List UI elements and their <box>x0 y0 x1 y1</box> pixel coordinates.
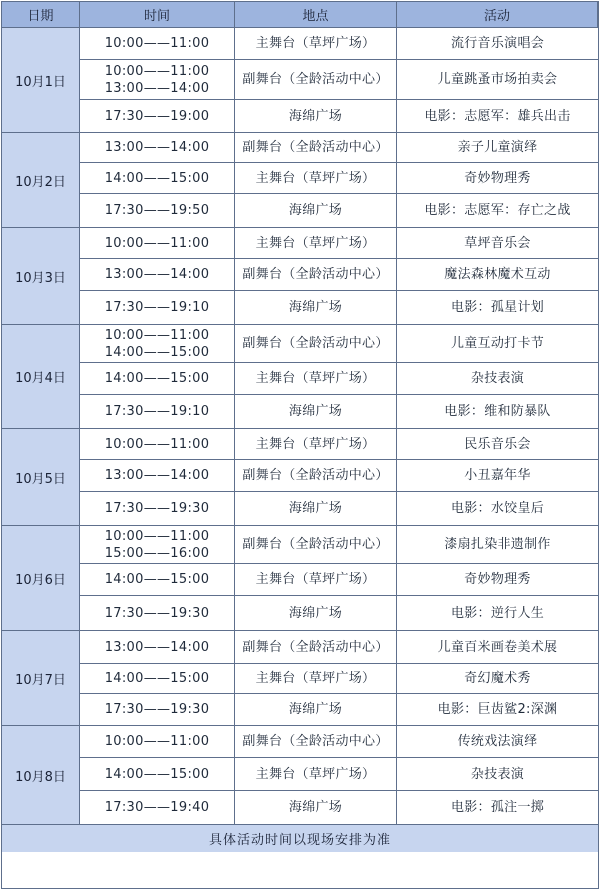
time-range: 13:00——14:00 <box>104 267 210 282</box>
time-range: 10:00——11:00 <box>104 36 210 51</box>
place-cell: 主舞台（草坪广场） <box>235 664 397 694</box>
activity-cell: 电影：水饺皇后 <box>397 492 598 526</box>
schedule-grid <box>2 2 598 825</box>
time-range: 10:00——11:00 <box>104 528 210 544</box>
place-cell: 副舞台（全龄活动中心） <box>235 460 397 492</box>
header-date: 日期 <box>2 2 80 28</box>
time-cell <box>80 133 235 163</box>
date-cell: 10月5日 <box>2 429 80 526</box>
time-cell <box>80 564 235 596</box>
activity-cell: 儿童互动打卡节 <box>397 325 598 363</box>
place-cell: 副舞台（全龄活动中心） <box>235 631 397 664</box>
time-cell <box>80 363 235 395</box>
time-cell <box>80 791 235 825</box>
place-cell: 海绵广场 <box>235 791 397 825</box>
time-cell <box>80 526 235 564</box>
place-cell: 海绵广场 <box>235 492 397 526</box>
time-range: 13:00——14:00 <box>104 140 210 155</box>
time-range: 17:30——19:30 <box>104 605 210 621</box>
time-cell <box>80 163 235 194</box>
activity-cell: 杂技表演 <box>397 363 598 395</box>
place-cell: 海绵广场 <box>235 100 397 133</box>
activity-cell: 亲子儿童演绎 <box>397 133 598 163</box>
activity-cell: 民乐音乐会 <box>397 429 598 460</box>
time-cell <box>80 758 235 791</box>
time-cell <box>80 395 235 429</box>
time-range: 14:00——15:00 <box>104 170 210 186</box>
activity-cell: 电影：志愿军：存亡之战 <box>397 194 598 228</box>
footer-note: 具体活动时间以现场安排为准 <box>2 825 598 852</box>
activity-cell: 电影：孤注一掷 <box>397 791 598 825</box>
time-cell <box>80 100 235 133</box>
activity-cell: 儿童跳蚤市场拍卖会 <box>397 60 598 100</box>
activity-cell: 流行音乐演唱会 <box>397 28 598 60</box>
activity-cell: 儿童百米画卷美术展 <box>397 631 598 664</box>
date-cell: 10月6日 <box>2 526 80 631</box>
activity-cell: 电影：逆行人生 <box>397 596 598 631</box>
place-cell: 海绵广场 <box>235 694 397 726</box>
time-range: 10:00——11:00 <box>104 436 210 452</box>
activity-cell: 奇妙物理秀 <box>397 564 598 596</box>
place-cell: 主舞台（草坪广场） <box>235 228 397 259</box>
time-range: 17:30——19:40 <box>104 800 210 815</box>
place-cell: 海绵广场 <box>235 596 397 631</box>
place-cell: 副舞台（全龄活动中心） <box>235 259 397 291</box>
activity-cell: 奇幻魔术秀 <box>397 664 598 694</box>
time-range: 17:30——19:30 <box>104 702 210 717</box>
time-range: 10:00——11:00 <box>104 235 210 251</box>
time-range: 14:00——15:00 <box>104 344 210 360</box>
time-range: 17:30——19:50 <box>104 203 210 218</box>
time-range: 13:00——14:00 <box>104 80 210 96</box>
time-cell <box>80 631 235 664</box>
time-cell <box>80 325 235 363</box>
place-cell: 副舞台（全龄活动中心） <box>235 526 397 564</box>
time-cell <box>80 291 235 325</box>
date-cell: 10月3日 <box>2 228 80 325</box>
activity-cell: 传统戏法演绎 <box>397 726 598 758</box>
place-cell: 主舞台（草坪广场） <box>235 564 397 596</box>
activity-cell: 奇妙物理秀 <box>397 163 598 194</box>
time-cell <box>80 259 235 291</box>
time-range: 17:30——19:10 <box>104 404 210 419</box>
time-cell <box>80 596 235 631</box>
time-cell <box>80 429 235 460</box>
place-cell: 主舞台（草坪广场） <box>235 758 397 791</box>
date-cell: 10月1日 <box>2 28 80 133</box>
time-range: 10:00——11:00 <box>104 734 210 749</box>
activity-cell: 魔法森林魔术互动 <box>397 259 598 291</box>
activity-cell: 漆扇扎染非遗制作 <box>397 526 598 564</box>
date-cell: 10月2日 <box>2 133 80 228</box>
header-time: 时间 <box>80 2 235 28</box>
time-range: 15:00——16:00 <box>104 545 210 561</box>
time-cell <box>80 28 235 60</box>
date-cell: 10月7日 <box>2 631 80 726</box>
time-cell <box>80 664 235 694</box>
time-cell <box>80 726 235 758</box>
activity-cell: 电影：维和防暴队 <box>397 395 598 429</box>
time-range: 17:30——19:30 <box>104 501 210 516</box>
time-range: 17:30——19:10 <box>104 300 210 315</box>
header-activity: 活动 <box>397 2 598 28</box>
time-cell <box>80 460 235 492</box>
time-range: 14:00——15:00 <box>104 371 210 386</box>
time-cell <box>80 228 235 259</box>
activity-cell: 杂技表演 <box>397 758 598 791</box>
date-cell: 10月8日 <box>2 726 80 825</box>
date-cell: 10月4日 <box>2 325 80 429</box>
time-cell <box>80 60 235 100</box>
place-cell: 副舞台（全龄活动中心） <box>235 60 397 100</box>
place-cell: 主舞台（草坪广场） <box>235 28 397 60</box>
time-range: 14:00——15:00 <box>104 572 210 587</box>
place-cell: 副舞台（全龄活动中心） <box>235 133 397 163</box>
place-cell: 副舞台（全龄活动中心） <box>235 325 397 363</box>
activity-cell: 草坪音乐会 <box>397 228 598 259</box>
time-cell <box>80 694 235 726</box>
time-range: 10:00——11:00 <box>104 327 210 343</box>
activity-cell: 电影：巨齿鲨2:深渊 <box>397 694 598 726</box>
place-cell: 主舞台（草坪广场） <box>235 163 397 194</box>
time-range: 13:00——14:00 <box>104 468 210 483</box>
activity-cell: 电影：志愿军：雄兵出击 <box>397 100 598 133</box>
place-cell: 副舞台（全龄活动中心） <box>235 726 397 758</box>
place-cell: 海绵广场 <box>235 291 397 325</box>
place-cell: 海绵广场 <box>235 194 397 228</box>
time-range: 13:00——14:00 <box>104 639 210 655</box>
header-place: 地点 <box>235 2 397 28</box>
time-range: 14:00——15:00 <box>104 671 210 686</box>
place-cell: 海绵广场 <box>235 395 397 429</box>
activity-cell: 电影：孤星计划 <box>397 291 598 325</box>
time-cell <box>80 194 235 228</box>
time-range: 17:30——19:00 <box>104 108 210 124</box>
time-cell <box>80 492 235 526</box>
activity-cell: 小丑嘉年华 <box>397 460 598 492</box>
place-cell: 主舞台（草坪广场） <box>235 363 397 395</box>
time-range: 14:00——15:00 <box>104 766 210 782</box>
time-range: 10:00——11:00 <box>104 63 210 79</box>
schedule-table <box>1 1 599 889</box>
place-cell: 主舞台（草坪广场） <box>235 429 397 460</box>
